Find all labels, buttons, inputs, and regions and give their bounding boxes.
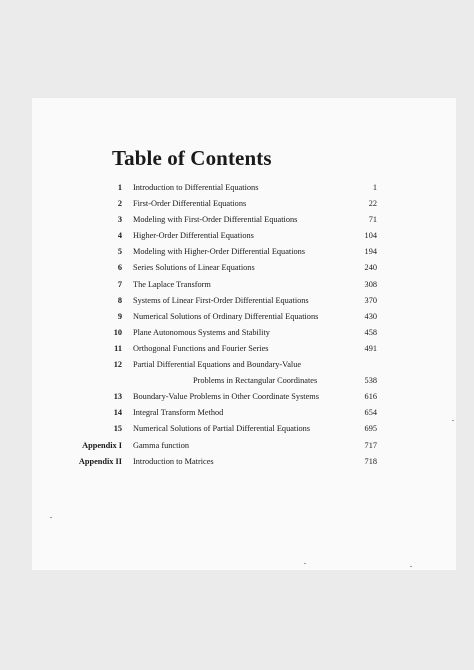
toc-entry-number: 11 <box>114 343 122 353</box>
toc-entry[interactable] <box>0 405 474 421</box>
toc-entry-number: 3 <box>117 215 122 225</box>
toc-entry-page: 370 <box>364 295 377 305</box>
scan-speck <box>410 566 412 567</box>
toc-entry-title: Orthogonal Functions and Fourier Series <box>133 343 269 353</box>
toc-entry-page: 308 <box>364 279 377 289</box>
toc-entry-number: 4 <box>117 231 122 241</box>
toc-entry-page: 718 <box>364 456 377 466</box>
toc-entry[interactable] <box>0 244 474 260</box>
toc-entry[interactable] <box>0 341 474 357</box>
toc-entry-title: Numerical Solutions of Ordinary Differential Equations <box>133 311 319 321</box>
toc-entry[interactable] <box>0 260 474 276</box>
scan-speck <box>452 420 454 421</box>
toc-entry[interactable] <box>0 438 474 454</box>
toc-entry-number: 15 <box>113 424 122 434</box>
toc-entry-page: 695 <box>364 424 377 434</box>
toc-entry[interactable] <box>0 373 474 389</box>
toc-entry-page: 458 <box>364 327 377 337</box>
toc-entry[interactable] <box>0 454 474 470</box>
toc-entry-number: 10 <box>113 327 122 337</box>
toc-entry-page: 1 <box>372 183 377 192</box>
scan-speck <box>50 517 52 518</box>
toc-entry[interactable] <box>0 228 474 244</box>
toc-entry-title: Modeling with First-Order Differential Equations <box>133 215 298 225</box>
toc-entry-title: Gamma function <box>133 440 189 450</box>
toc-entry-page: 616 <box>364 392 377 402</box>
toc-entry-title: Series Solutions of Linear Equations <box>133 263 255 273</box>
toc-entry-title: Higher-Order Differential Equations <box>133 231 254 241</box>
toc-entry[interactable] <box>0 196 474 212</box>
toc-entry-page: 717 <box>364 440 377 450</box>
toc-entry-number: 1 <box>117 183 122 192</box>
toc-entry-title: Numerical Solutions of Partial Differential Equations <box>133 424 311 434</box>
toc-entry-page: 491 <box>364 343 377 353</box>
toc-entry-number: 12 <box>113 360 122 370</box>
toc-entry-page: 104 <box>364 231 377 241</box>
scan-speck <box>304 563 306 564</box>
toc-entry-title: Modeling with Higher-Order Differential Equations <box>133 247 306 257</box>
toc-entry-title: Boundary-Value Problems in Other Coordinate Systems <box>133 392 319 402</box>
toc-entry[interactable] <box>0 325 474 341</box>
toc-entry[interactable] <box>0 180 474 196</box>
toc-entry-number: 7 <box>117 279 122 289</box>
toc-entry-page: 538 <box>364 376 377 386</box>
toc-entry-title: Introduction to Differential Equations <box>133 183 259 192</box>
toc-entry-title: First-Order Differential Equations <box>133 199 247 209</box>
toc-entry-number: 5 <box>117 247 122 257</box>
toc-entry-title: Partial Differential Equations and Boundary-Value <box>133 360 302 370</box>
toc-entry[interactable] <box>0 389 474 405</box>
toc-entry-title: Introduction to Matrices <box>133 456 214 466</box>
toc-entry[interactable] <box>0 212 474 228</box>
toc-entry[interactable] <box>0 277 474 293</box>
toc-list <box>0 180 474 470</box>
toc-entry-page: 194 <box>364 247 377 257</box>
toc-entry-page: 71 <box>368 215 377 225</box>
toc-entry-number: Appendix II <box>78 456 122 466</box>
toc-entry-title: The Laplace Transform <box>133 279 211 289</box>
toc-entry-title: Problems in Rectangular Coordinates <box>193 376 318 386</box>
toc-entry-page: 654 <box>364 408 377 418</box>
toc-entry-number: Appendix I <box>82 440 122 450</box>
toc-entry-number: 13 <box>113 392 122 402</box>
toc-entry-number: 14 <box>113 408 122 418</box>
toc-entry-title: Integral Transform Method <box>133 408 224 418</box>
toc-entry[interactable] <box>0 421 474 437</box>
toc-entry-number: 8 <box>117 295 122 305</box>
toc-entry[interactable] <box>0 309 474 325</box>
toc-entry[interactable] <box>0 357 474 373</box>
toc-entry-page: 22 <box>368 199 377 209</box>
toc-entry-title: Systems of Linear First-Order Differential Equations <box>133 295 309 305</box>
toc-entry-page: 430 <box>364 311 377 321</box>
toc-entry-number: 2 <box>117 199 122 209</box>
toc-entry-number: 9 <box>117 311 122 321</box>
toc-entry-page: 240 <box>364 263 377 273</box>
page-title: Table of Contents <box>112 146 272 170</box>
toc-entry[interactable] <box>0 293 474 309</box>
toc-entry-title: Plane Autonomous Systems and Stability <box>133 327 270 337</box>
toc-entry-number: 6 <box>117 263 122 273</box>
